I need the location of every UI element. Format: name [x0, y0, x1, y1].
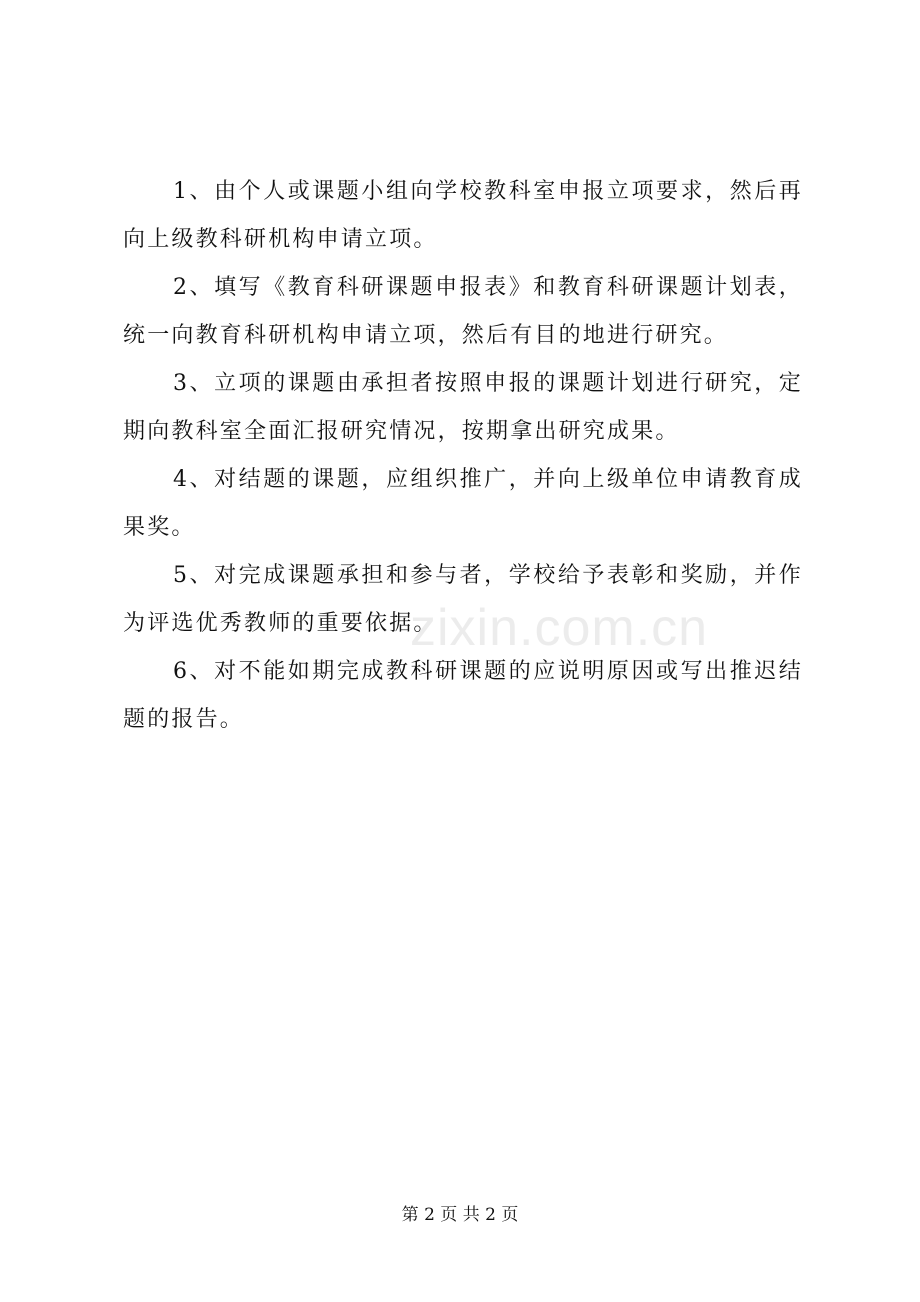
paragraph-2: 2、填写《教育科研课题申报表》和教育科研课题计划表，统一向教育科研机构申请立项，然后有目的地进行研究。: [123, 275, 803, 348]
paragraph-5: 5、对完成课题承担和参与者，学校给予表彰和奖励，并作为评选优秀教师的重要依据。: [123, 563, 803, 636]
paragraph-4: 4、对结题的课题，应组织推广，并向上级单位申请教育成果奖。: [123, 467, 803, 540]
page-number-footer: 第 2 页 共 2 页: [401, 1205, 519, 1225]
paragraph-6: 6、对不能如期完成教科研课题的应说明原因或写出推迟结题的报告。: [123, 659, 803, 732]
paragraph-1: 1、由个人或课题小组向学校教科室申报立项要求，然后再向上级教科研机构申请立项。: [123, 179, 803, 252]
document-body: [123, 168, 803, 744]
paragraph-3: 3、立项的课题由承担者按照申报的课题计划进行研究，定期向教科室全面汇报研究情况，按期拿出研究成果。: [123, 371, 803, 444]
watermark-text: zixin.com.cn: [410, 599, 709, 657]
